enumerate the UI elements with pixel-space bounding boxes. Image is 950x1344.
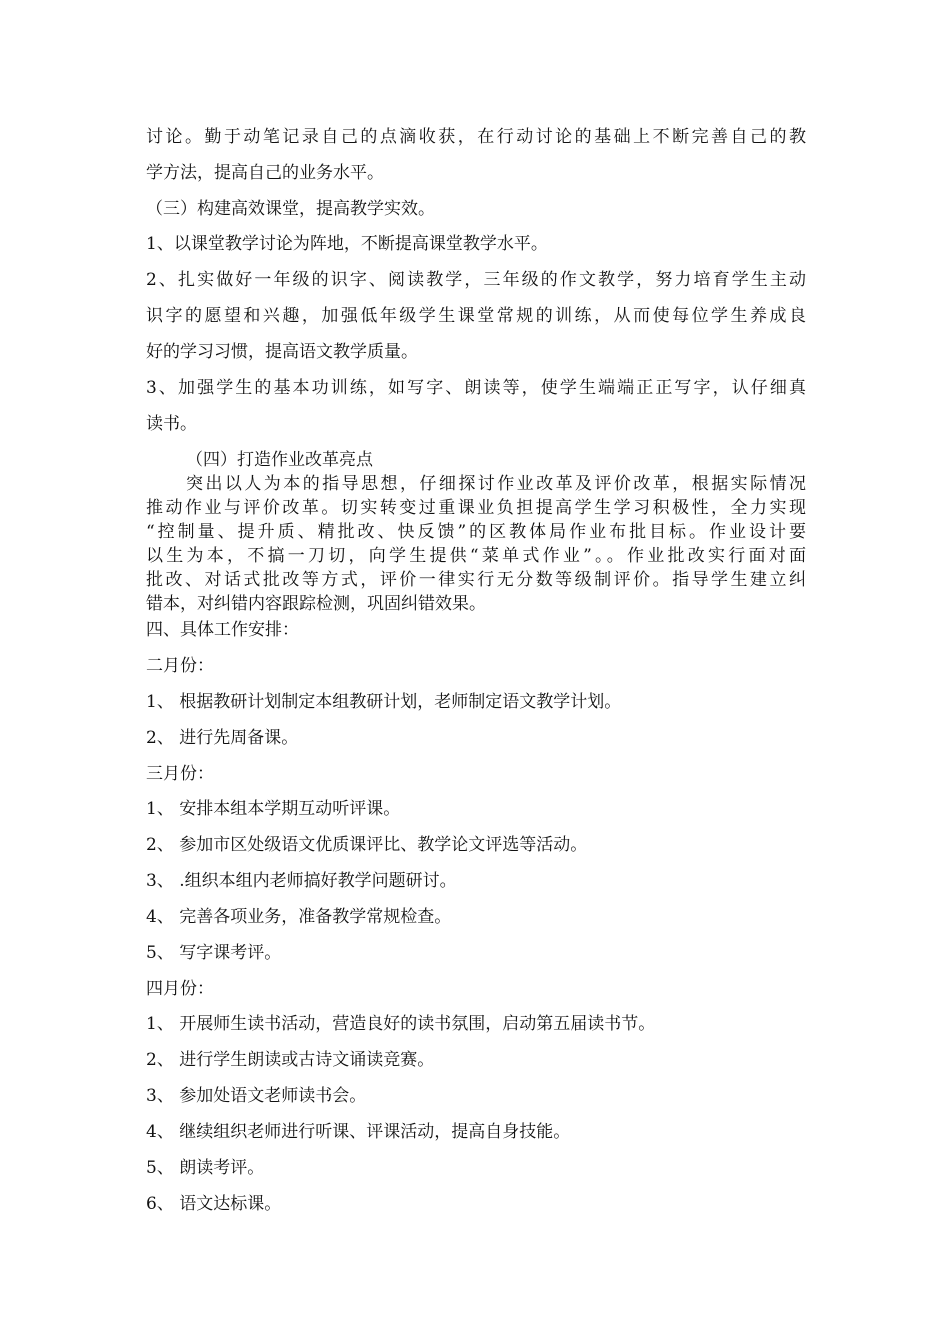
- text-line: 1、 安排本组本学期互动听评课。: [146, 799, 401, 819]
- text-line: 6、 语文达标课。: [146, 1194, 282, 1214]
- text-line: 4、 继续组织老师进行听课、评课活动，提高自身技能。: [146, 1122, 571, 1142]
- text-line: 3、 参加处语文老师读书会。: [146, 1086, 367, 1106]
- text-line: 2、 参加市区处级语文优质课评比、教学论文评选等活动。: [146, 835, 588, 855]
- text-line: 3、加强学生的基本功训练，如写字、朗读等，使学生端端正正写字，认仔细真: [146, 378, 806, 398]
- text-line: “控制量、提升质、精批改、快反馈”的区教体局作业布批目标。作业设计要: [146, 522, 806, 542]
- text-line: 2、 进行学生朗读或古诗文诵读竞赛。: [146, 1050, 435, 1070]
- text-line: 四月份：: [146, 979, 214, 999]
- text-line: 批改、对话式批改等方式，评价一律实行无分数等级制评价。指导学生建立纠: [146, 570, 806, 590]
- text-line: 读书。: [146, 414, 197, 434]
- text-line: 二月份：: [146, 656, 214, 676]
- text-line: 学方法，提高自己的业务水平。: [146, 163, 384, 183]
- text-line: 错本，对纠错内容跟踪检测，巩固纠错效果。: [146, 594, 486, 614]
- text-line: 2、扎实做好一年级的识字、阅读教学，三年级的作文教学，努力培育学生主动: [146, 270, 806, 290]
- text-line: 四、具体工作安排：: [146, 620, 299, 640]
- text-line: 讨论。勤于动笔记录自己的点滴收获，在行动讨论的基础上不断完善自己的教: [146, 127, 806, 147]
- text-line: 以生为本，不搞一刀切，向学生提供“菜单式作业”。。作业批改实行面对面: [146, 546, 806, 566]
- text-line: 1、以课堂教学讨论为阵地，不断提高课堂教学水平。: [146, 234, 548, 254]
- text-line: 4、 完善各项业务，准备教学常规检查。: [146, 907, 452, 927]
- text-line: 三月份：: [146, 764, 214, 784]
- text-line: 1、 根据教研计划制定本组教研计划，老师制定语文教学计划。: [146, 692, 622, 712]
- text-line: 1、 开展师生读书活动，营造良好的读书氛围，启动第五届读书节。: [146, 1014, 656, 1034]
- text-line: 突出以人为本的指导思想，仔细探讨作业改革及评价改革，根据实际情况: [186, 474, 806, 494]
- text-line: 好的学习习惯，提高语文教学质量。: [146, 342, 418, 362]
- text-line: 5、 朗读考评。: [146, 1158, 265, 1178]
- text-line: 5、 写字课考评。: [146, 943, 282, 963]
- text-line: 2、 进行先周备课。: [146, 728, 299, 748]
- text-line: 3、 .组织本组内老师搞好教学问题研讨。: [146, 871, 457, 891]
- text-line: 推动作业与评价改革。切实转变过重课业负担提高学生学习积极性，全力实现: [146, 498, 806, 518]
- text-line: （四）打造作业改革亮点: [186, 450, 373, 470]
- text-line: （三）构建高效课堂，提高教学实效。: [146, 199, 435, 219]
- text-line: 识字的愿望和兴趣，加强低年级学生课堂常规的训练，从而使每位学生养成良: [146, 306, 806, 326]
